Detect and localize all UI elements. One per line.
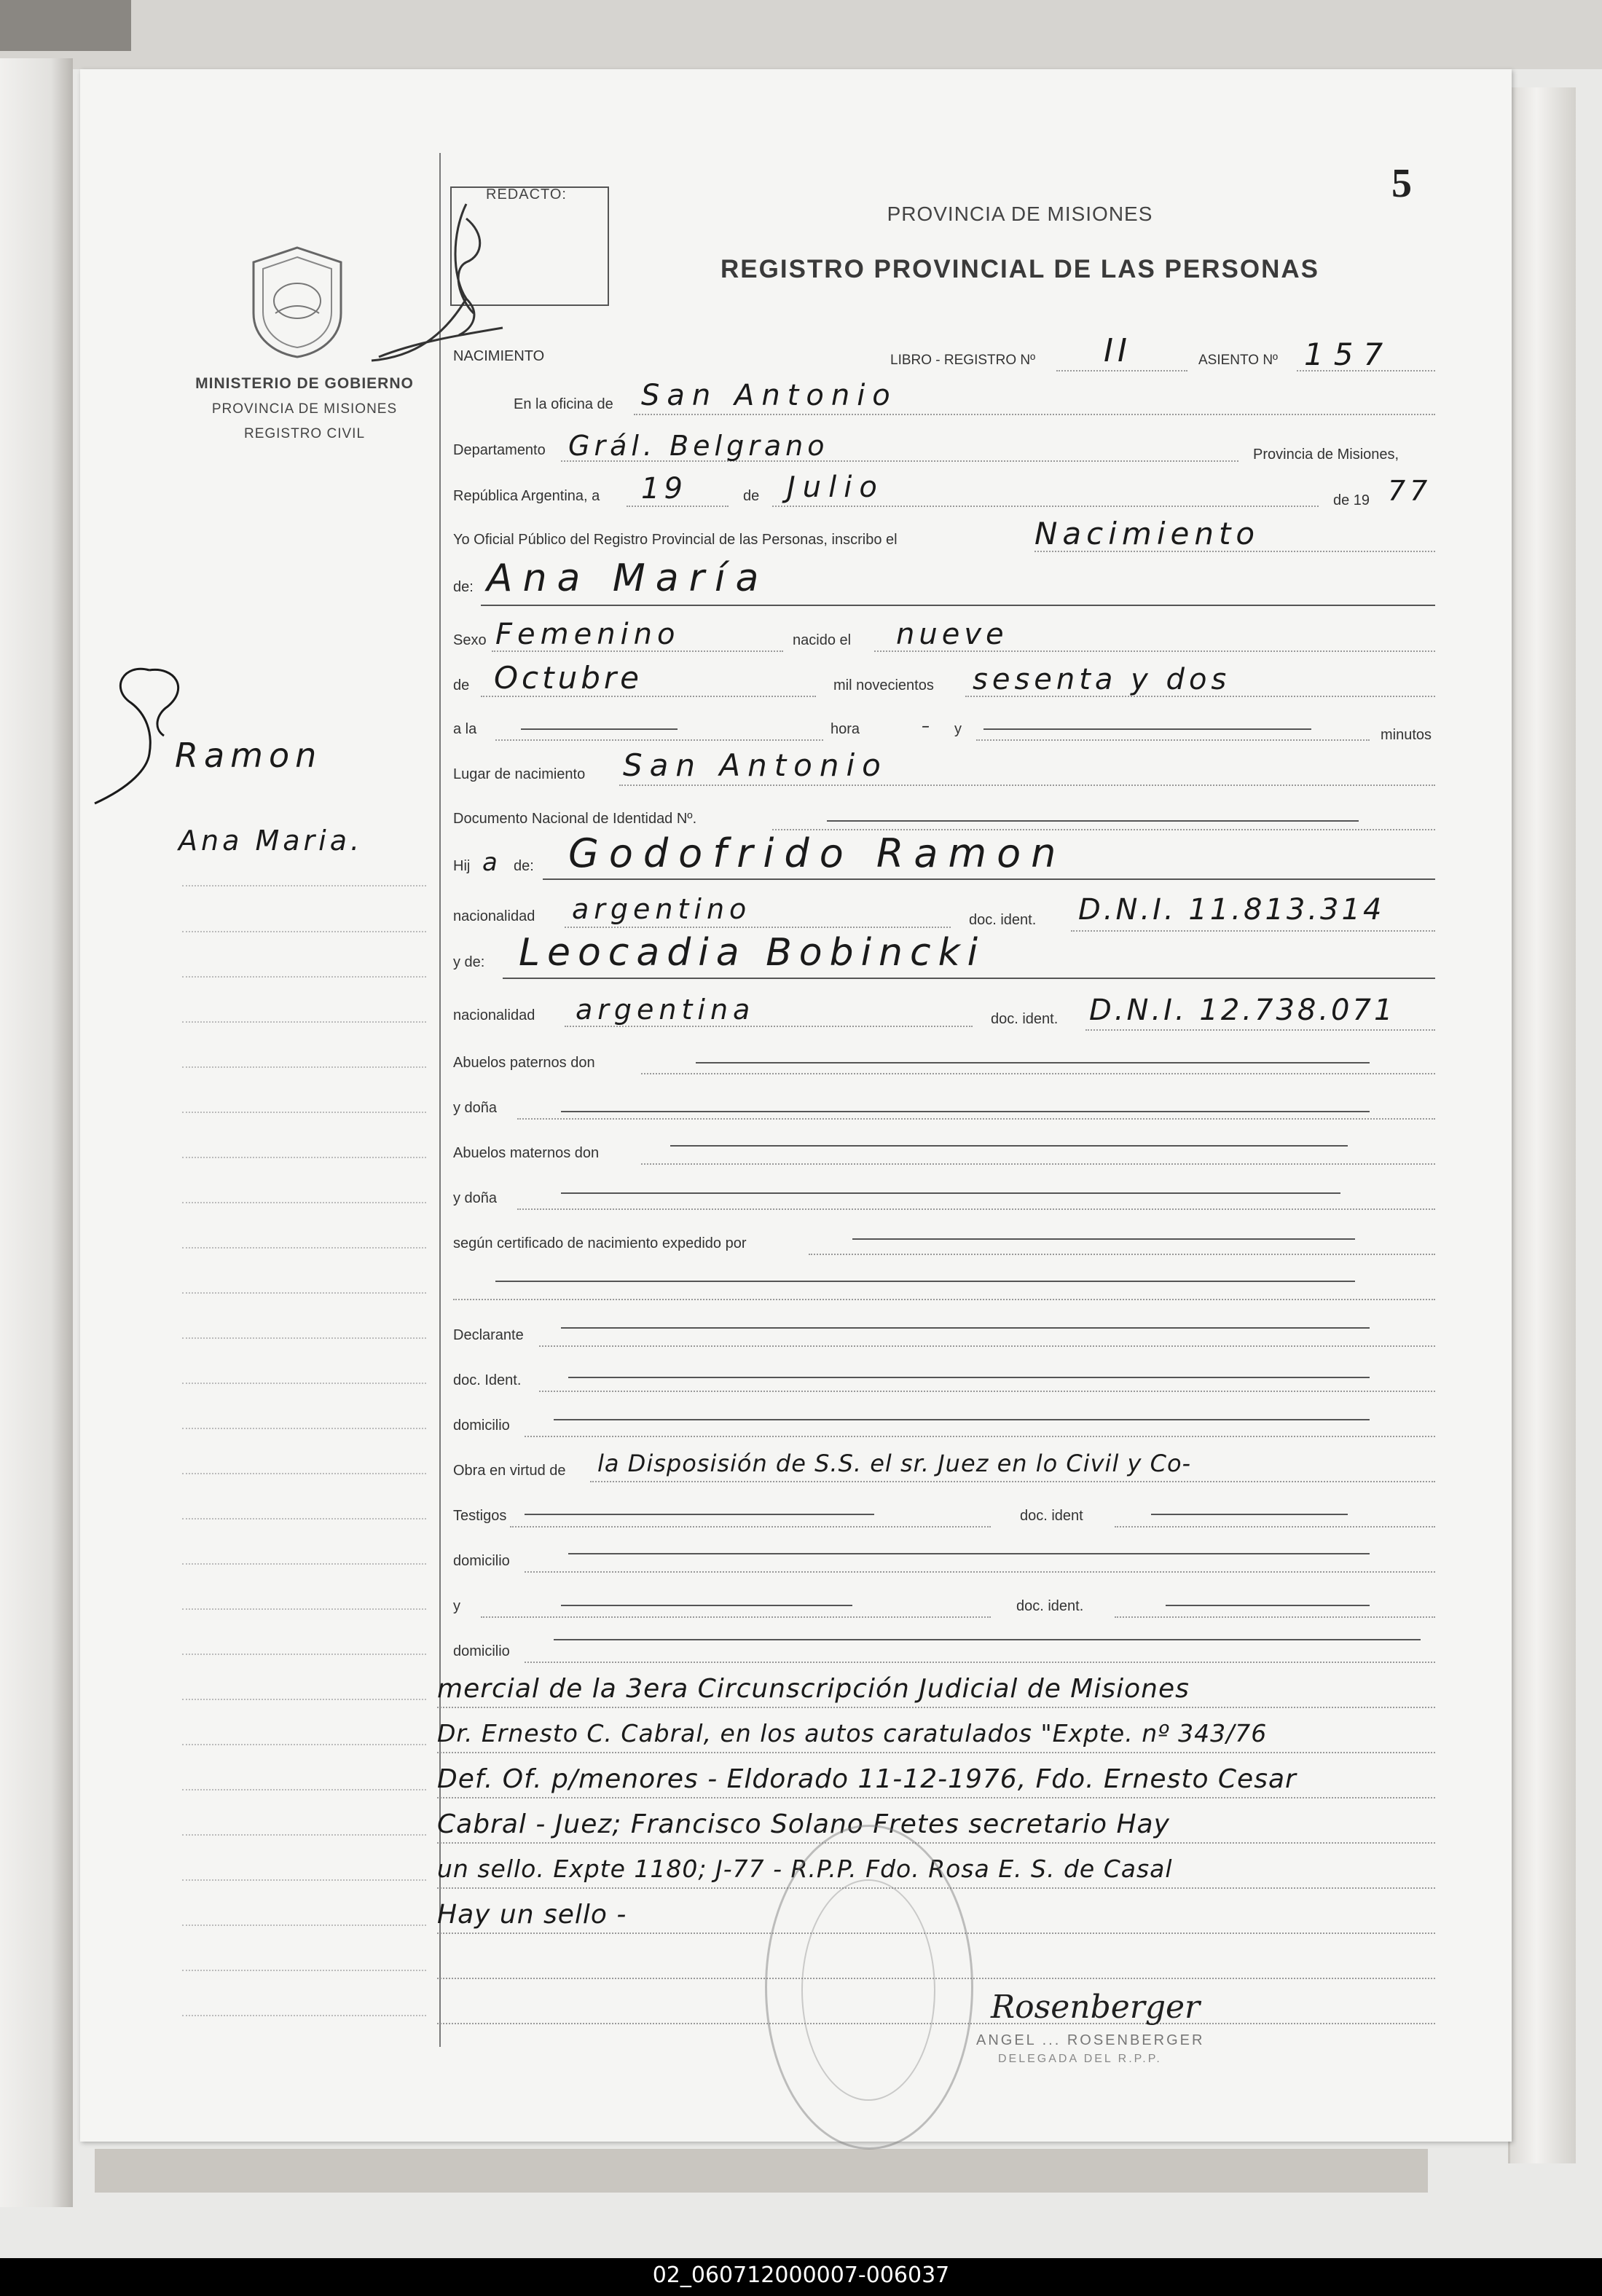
mes-line bbox=[772, 506, 1319, 507]
nombre-line bbox=[481, 605, 1435, 606]
margin-rule bbox=[182, 1202, 426, 1203]
documento-line bbox=[827, 820, 1359, 822]
margin-rule bbox=[182, 1473, 426, 1474]
label-provincia: Provincia de Misiones, bbox=[1253, 447, 1399, 463]
label-de-mes: de bbox=[743, 488, 760, 504]
continuation-line-1: mercial de la 3era Circunscripción Judicial de Misiones bbox=[437, 1674, 1190, 1704]
margin-rule bbox=[182, 1654, 426, 1655]
header-province: PROVINCIA DE MISIONES bbox=[887, 203, 1153, 225]
label-domicilio-testigo2: domicilio bbox=[453, 1643, 510, 1659]
label-lugar: Lugar de nacimiento bbox=[453, 766, 586, 782]
asiento-value: 157 bbox=[1304, 337, 1394, 372]
label-hora: hora bbox=[831, 721, 860, 737]
margin-rule bbox=[182, 1518, 426, 1519]
lugar-value: San Antonio bbox=[623, 747, 888, 783]
margin-rule bbox=[182, 1066, 426, 1068]
segun-line bbox=[852, 1238, 1355, 1240]
testigo2-line bbox=[561, 1605, 852, 1606]
label-departamento: Departamento bbox=[453, 442, 546, 458]
dona-pat-line bbox=[561, 1111, 1370, 1112]
official-signature: Rosenberger bbox=[991, 1989, 1201, 2026]
label-domicilio-testigo1: domicilio bbox=[453, 1553, 510, 1569]
padre-line bbox=[543, 878, 1435, 880]
label-abuelos-maternos: Abuelos maternos don bbox=[453, 1145, 600, 1161]
madre-nac-value: argentina bbox=[576, 994, 755, 1026]
minutos-dotline bbox=[976, 739, 1370, 741]
margin-rule bbox=[182, 1699, 426, 1700]
declarante-doc-line bbox=[568, 1377, 1370, 1378]
continuation-line-3: Def. Of. p/menores - Eldorado 11-12-1976, Fdo. Ernesto Cesar bbox=[437, 1764, 1297, 1794]
margin-rule bbox=[182, 1970, 426, 1971]
label-oficina: En la oficina de bbox=[514, 396, 613, 412]
page-stack-right bbox=[1508, 87, 1576, 2163]
padre-doc-line bbox=[1071, 930, 1435, 932]
label-testigos: Testigos bbox=[453, 1508, 507, 1524]
hij-suffix: a bbox=[482, 848, 502, 877]
redacto-label: REDACTO: bbox=[486, 186, 567, 203]
ministry-line2: PROVINCIA DE MISIONES bbox=[211, 401, 398, 417]
madre-doc-line bbox=[1085, 1029, 1435, 1031]
segun-dotline-2 bbox=[453, 1299, 1435, 1300]
nacido-mes-line bbox=[481, 696, 816, 697]
testigo1-domicilio-dotline bbox=[525, 1571, 1435, 1573]
libro-line bbox=[1056, 370, 1187, 371]
lugar-line bbox=[619, 785, 1435, 786]
abuelos-maternos-dotline bbox=[641, 1163, 1435, 1165]
margin-rule bbox=[182, 1789, 426, 1790]
label-mil: mil novecientos bbox=[833, 677, 934, 693]
dia-value: 19 bbox=[641, 472, 687, 506]
margin-rule bbox=[182, 885, 426, 886]
label-y-testigo2: y bbox=[453, 1598, 460, 1614]
page-number: 5 bbox=[1391, 161, 1412, 206]
margin-rule bbox=[182, 1247, 426, 1249]
testigo2-domicilio-dotline bbox=[525, 1662, 1435, 1663]
left-book-page bbox=[0, 58, 73, 2207]
nacido-anio-value: sesenta y dos bbox=[973, 663, 1231, 696]
margin-rule bbox=[182, 1292, 426, 1294]
margin-rule bbox=[182, 1925, 426, 1926]
obra-value: la Disposisión de S.S. el sr. Juez en lo Civil y Co- bbox=[597, 1450, 1192, 1477]
label-nacionalidad-madre: nacionalidad bbox=[453, 1007, 535, 1023]
label-hij: Hij bbox=[453, 858, 471, 874]
margin-rule bbox=[182, 1021, 426, 1023]
book-cover-edge bbox=[0, 0, 131, 51]
testigo2-doc-line bbox=[1166, 1605, 1370, 1606]
label-doc-ident-padre: doc. ident. bbox=[969, 912, 1037, 928]
margin-rule bbox=[182, 2015, 426, 2016]
segun-line-2 bbox=[495, 1281, 1355, 1282]
padre-doc-value: D.N.I. 11.813.314 bbox=[1078, 893, 1385, 927]
nacido-mes-value: Octubre bbox=[494, 660, 643, 696]
label-domicilio-declarante: domicilio bbox=[453, 1418, 510, 1434]
margin-rule bbox=[182, 1608, 426, 1610]
testigo1-domicilio-line bbox=[568, 1553, 1370, 1554]
label-documento: Documento Nacional de Identidad Nº. bbox=[453, 811, 697, 827]
label-y: y bbox=[954, 721, 962, 737]
dona-pat-dotline bbox=[517, 1118, 1435, 1120]
label-minutos: minutos bbox=[1381, 727, 1432, 743]
declarante-domicilio-line bbox=[554, 1419, 1370, 1420]
signature-stamp-title: DELEGADA DEL R.P.P. bbox=[998, 2053, 1162, 2065]
provincial-seal-icon bbox=[243, 244, 352, 361]
signature-stamp-name: ANGEL ... ROSENBERGER bbox=[976, 2032, 1205, 2048]
abuelos-paternos-dotline bbox=[641, 1073, 1435, 1074]
a-la-line bbox=[521, 728, 678, 730]
sexo-value: Femenino bbox=[495, 618, 680, 651]
dona-mat-dotline bbox=[517, 1208, 1435, 1210]
top-background bbox=[0, 0, 1602, 69]
label-libro: LIBRO - REGISTRO Nº bbox=[890, 353, 1036, 368]
testigo2-dotline bbox=[481, 1616, 991, 1618]
hora-dash: – bbox=[922, 718, 934, 736]
libro-value: II bbox=[1104, 332, 1131, 369]
testigos-line bbox=[525, 1514, 874, 1515]
continuation-line-2: Dr. Ernesto C. Cabral, en los autos caratulados "Expte. nº 343/76 bbox=[437, 1719, 1268, 1747]
testigo1-doc-line bbox=[1151, 1514, 1348, 1515]
padre-nac-value: argentino bbox=[572, 893, 752, 925]
ministry-line3: REGISTRO CIVIL bbox=[243, 426, 366, 441]
margin-rule bbox=[182, 1157, 426, 1158]
margin-rule bbox=[182, 1744, 426, 1745]
label-doc-ident-declarante: doc. Ident. bbox=[453, 1372, 522, 1388]
declarante-dotline bbox=[539, 1345, 1435, 1347]
label-sexo: Sexo bbox=[453, 632, 487, 648]
margin-rule bbox=[182, 1834, 426, 1836]
margin-rule bbox=[182, 1337, 426, 1339]
margin-rule bbox=[182, 1383, 426, 1384]
continuation-rule bbox=[437, 1707, 1435, 1708]
madre-nac-line bbox=[565, 1026, 973, 1027]
continuation-line-6: Hay un sello - bbox=[437, 1900, 627, 1930]
minutos-line bbox=[983, 728, 1311, 730]
label-segun: según certificado de nacimiento expedido por bbox=[453, 1235, 747, 1251]
obra-line bbox=[590, 1481, 1435, 1482]
label-de-nombre: de: bbox=[453, 579, 474, 595]
label-obra: Obra en virtud de bbox=[453, 1463, 566, 1479]
label-nacimiento: NACIMIENTO bbox=[453, 348, 545, 364]
margin-rule bbox=[182, 931, 426, 932]
padre-value: Godofrido Ramon bbox=[568, 830, 1067, 876]
margin-given-name: Ana Maria. bbox=[178, 825, 364, 857]
margin-rule bbox=[182, 1563, 426, 1565]
segun-dotline bbox=[809, 1254, 1435, 1255]
abuelos-paternos-line bbox=[696, 1062, 1370, 1064]
label-nacionalidad-padre: nacionalidad bbox=[453, 908, 535, 924]
label-a-la: a la bbox=[453, 721, 477, 737]
label-y-dona-mat: y doña bbox=[453, 1190, 498, 1206]
label-asiento: ASIENTO Nº bbox=[1198, 353, 1278, 368]
label-abuelos-paternos: Abuelos paternos don bbox=[453, 1055, 595, 1071]
label-republica: República Argentina, a bbox=[453, 488, 600, 504]
label-de-year: de 19 bbox=[1333, 492, 1370, 508]
oficina-line bbox=[634, 414, 1435, 415]
oficina-value: San Antonio bbox=[641, 379, 898, 412]
testigo1-doc-dotline bbox=[1115, 1526, 1435, 1528]
nacido-dia-value: nueve bbox=[896, 618, 1008, 651]
padre-nac-line bbox=[565, 927, 951, 928]
madre-doc-value: D.N.I. 12.738.071 bbox=[1089, 994, 1396, 1027]
madre-line bbox=[503, 978, 1435, 979]
continuation-rule bbox=[437, 1797, 1435, 1798]
label-doc-ident-testigo1: doc. ident bbox=[1020, 1508, 1083, 1524]
continuation-rule bbox=[437, 1842, 1435, 1844]
continuation-line-4: Cabral - Juez; Francisco Solano Fretes secretario Hay bbox=[437, 1809, 1170, 1839]
label-doc-ident-madre: doc. ident. bbox=[991, 1011, 1059, 1027]
margin-rule bbox=[182, 1428, 426, 1429]
margin-surname: Ramon bbox=[175, 736, 323, 775]
registry-seal-stamp-inner bbox=[801, 1879, 935, 2101]
label-yo-oficial: Yo Oficial Público del Registro Provincial de las Personas, inscribo el bbox=[453, 532, 898, 548]
label-y-de: y de: bbox=[453, 954, 485, 970]
testigo2-doc-dotline bbox=[1115, 1616, 1435, 1618]
page-stack-bottom bbox=[95, 2149, 1428, 2193]
declarante-line bbox=[561, 1327, 1370, 1329]
redacto-initial-mark bbox=[357, 189, 546, 371]
declarante-doc-dotline bbox=[539, 1391, 1435, 1392]
ministry-line1: MINISTERIO DE GOBIERNO bbox=[195, 375, 414, 392]
dia-line bbox=[627, 506, 729, 507]
continuation-line-5: un sello. Expte 1180; J-77 - R.P.P. Fdo. Rosa E. S. de Casal bbox=[437, 1855, 1173, 1883]
label-nacido-el: nacido el bbox=[793, 632, 852, 648]
ministry-block bbox=[159, 375, 450, 451]
abuelos-maternos-line bbox=[670, 1145, 1348, 1147]
label-y-dona-pat: y doña bbox=[453, 1100, 498, 1116]
dona-mat-line bbox=[561, 1192, 1340, 1194]
testigos-dotline bbox=[510, 1526, 991, 1528]
margin-rule bbox=[182, 1112, 426, 1113]
a-la-dotline bbox=[495, 739, 823, 741]
label-hij-de: de: bbox=[514, 858, 534, 874]
footer-image-id: 02_060712000007-006037 bbox=[652, 2262, 950, 2288]
label-de-octubre: de bbox=[453, 677, 470, 693]
testigo2-domicilio-line bbox=[554, 1639, 1421, 1640]
year-suffix-value: 77 bbox=[1388, 475, 1432, 507]
madre-value: Leocadia Bobincki bbox=[519, 931, 986, 975]
nombre-value: Ana María bbox=[487, 557, 769, 600]
declarante-domicilio-dotline bbox=[525, 1436, 1435, 1437]
label-declarante: Declarante bbox=[453, 1327, 524, 1343]
mes-value: Julio bbox=[787, 471, 884, 504]
header-registry: REGISTRO PROVINCIAL DE LAS PERSONAS bbox=[720, 255, 1319, 283]
departamento-value: Grál. Belgrano bbox=[568, 430, 829, 462]
label-doc-ident-testigo2: doc. ident. bbox=[1016, 1598, 1084, 1614]
continuation-rule bbox=[437, 1752, 1435, 1753]
inscribo-value: Nacimiento bbox=[1034, 516, 1260, 551]
margin-rule bbox=[182, 976, 426, 978]
margin-rule bbox=[182, 1879, 426, 1881]
